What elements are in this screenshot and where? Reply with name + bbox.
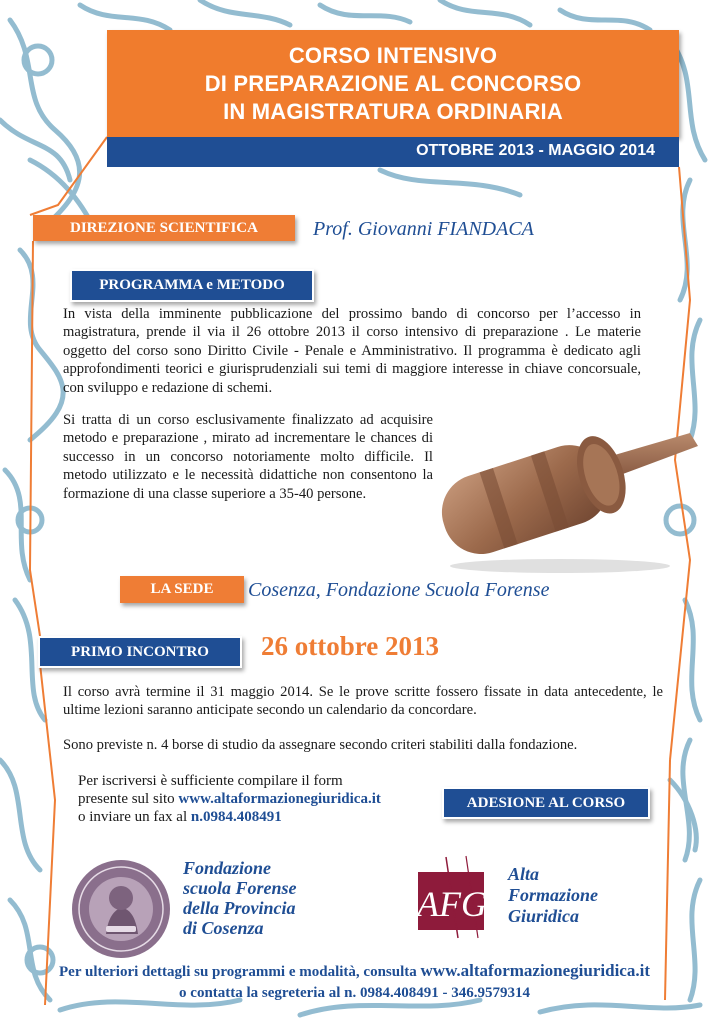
footer-line-2: o contatta la segreteria al n. 0984.408491 - 346.9579314 — [179, 985, 530, 1001]
fondazione-name — [183, 858, 297, 938]
programma-paragraph-2: Si tratta di un corso esclusivamente finalizzato ad acquisire metodo e preparazione , mirato ad incrementare le chances di successo in un concorso notoriamente molto difficile. Il metodo utilizzato e le necessità didattiche non consentono la formazione di una classe superiore a 35-40 persone. — [63, 412, 433, 502]
iscrizione-line-3-prefix: o inviare un fax al — [78, 809, 191, 825]
course-title-box — [107, 30, 679, 137]
afg-name — [508, 864, 598, 927]
gavel-illustration — [420, 398, 700, 574]
afg-line-2: Formazione — [508, 885, 599, 905]
course-title-line-3: IN MAGISTRATURA ORDINARIA — [223, 98, 563, 124]
adesione-button[interactable]: ADESIONE AL CORSO — [442, 787, 650, 819]
primo-incontro-label: PRIMO INCONTRO — [38, 636, 242, 668]
iscrizione-line-2-prefix: presente sul sito — [78, 791, 179, 807]
fondazione-seal-logo — [70, 858, 172, 960]
direzione-label: DIREZIONE SCIENTIFICA — [33, 215, 295, 241]
iscrizione-line-2 — [78, 790, 438, 808]
footer-website-link[interactable]: www.altaformazionegiuridica.it — [420, 961, 650, 980]
iscrizione-line-1: Per iscriversi è sufficiente compilare il form — [78, 773, 343, 789]
iscrizione-line-3 — [78, 808, 438, 826]
svg-text:AFG: AFG — [417, 884, 487, 924]
website-link[interactable]: www.altaformazionegiuridica.it — [178, 791, 381, 807]
afg-line-1: Alta — [508, 864, 540, 884]
iscrizione-block — [78, 772, 438, 826]
fondazione-line-3: della Provincia — [183, 898, 296, 918]
afg-monogram-logo — [406, 852, 498, 942]
afg-line-3: Giuridica — [508, 906, 580, 926]
sede-label: LA SEDE — [120, 576, 244, 603]
course-period: OTTOBRE 2013 - MAGGIO 2014 — [416, 142, 655, 159]
course-title-line-1: CORSO INTENSIVO — [288, 42, 498, 68]
fax-number: n.0984.408491 — [190, 809, 282, 825]
programma-paragraph-1: In vista della imminente pubblicazione del prossimo bando di concorso per l’accesso in magistratura, prende il via il 26 ottobre 2013 il corso intensivo di preparazione . Le materie oggetto del corso sono Diritto Civile - Penale e Amministrativo. Il programma è dedicato agli approfondimenti teorici e giurisprudenziali sui temi di maggiore interesse in chiave concorsuale, con sviluppo e redazione di schemi. — [63, 306, 641, 396]
primo-incontro-paragraph-2: Sono previste n. 4 borse di studio da assegnare secondo criteri stabiliti dalla fondazione. — [63, 737, 578, 753]
direttore-name: Prof. Giovanni FIANDACA — [313, 218, 534, 240]
footer-line-1 — [0, 961, 709, 981]
programma-label: PROGRAMMA e METODO — [70, 269, 314, 302]
primo-incontro-date: 26 ottobre 2013 — [261, 631, 439, 661]
footer-line-1-prefix: Per ulteriori dettagli su programmi e modalità, consulta — [59, 964, 421, 980]
fondazione-line-4: di Cosenza — [183, 918, 264, 938]
fondazione-line-1: Fondazione — [183, 858, 272, 878]
primo-incontro-paragraph-1: Il corso avrà termine il 31 maggio 2014. Se le prove scritte fossero fissate in data antecedente, le ultime lezioni saranno anticipate secondo un calendario da concordare. — [63, 684, 663, 719]
period-band — [107, 137, 679, 167]
course-title-line-2: DI PREPARAZIONE AL CONCORSO — [204, 70, 582, 96]
sede-value: Cosenza, Fondazione Scuola Forense — [248, 579, 550, 601]
fondazione-line-2: scuola Forense — [183, 878, 297, 898]
